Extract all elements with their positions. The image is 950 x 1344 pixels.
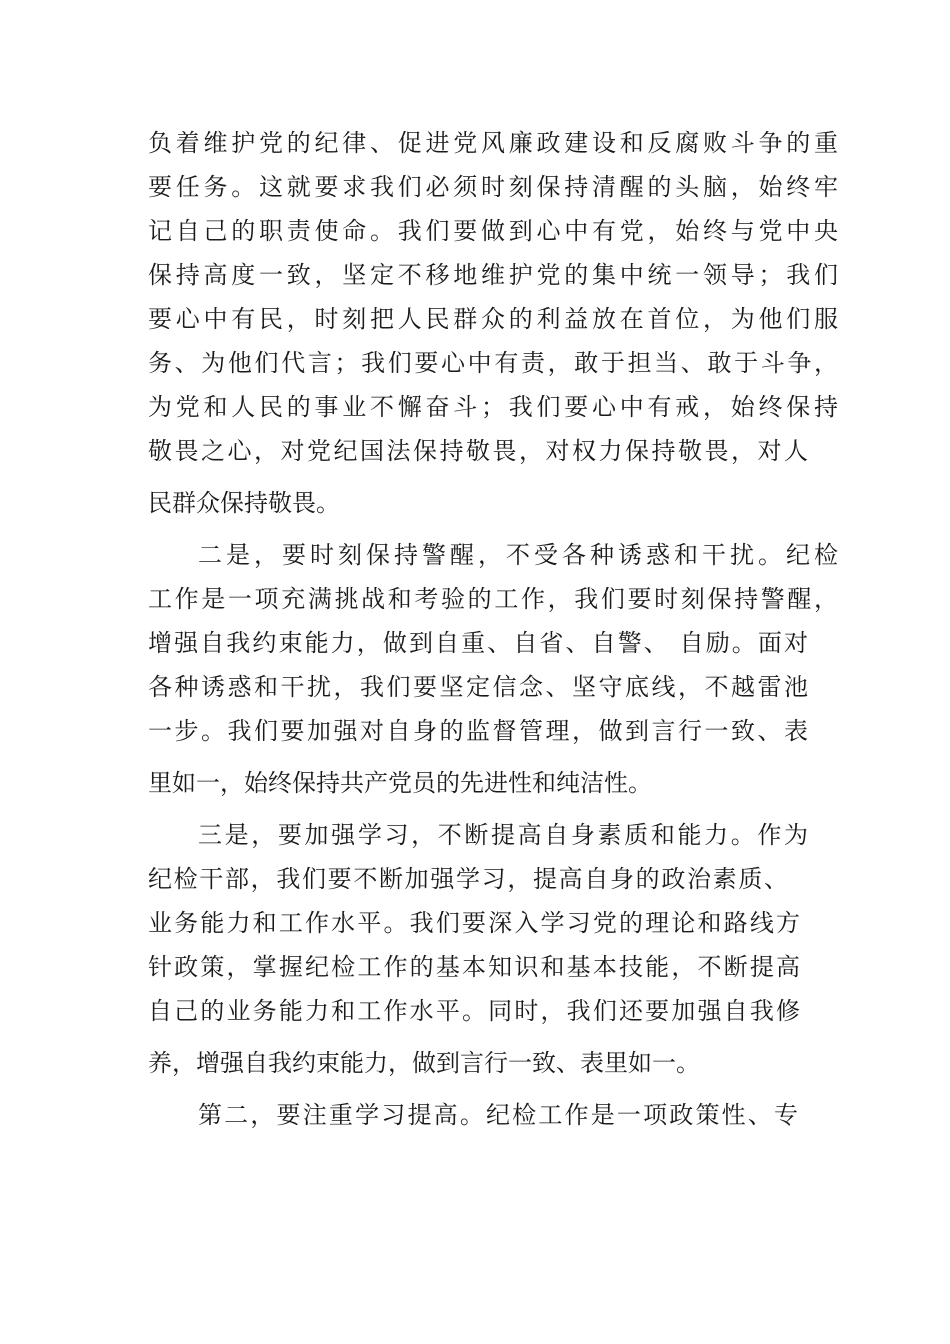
- paragraph-3-line-2: 纪检干部，我们要不断加强学习，提高自身的政治素质、: [148, 865, 788, 893]
- paragraph-1-line-3: 记自己的职责使命。我们要做到心中有党，始终与党中央: [148, 217, 838, 245]
- paragraph-3-line-6: 养，增强自我约束能力，做到言行一致、表里如一。: [148, 1049, 700, 1077]
- paragraph-4-line-1: 第二，要注重学习提高。纪检工作是一项政策性、专: [198, 1101, 798, 1129]
- paragraph-1-line-8: 敬畏之心，对党纪国法保持敬畏，对权力保持敬畏，对人: [148, 437, 808, 465]
- paragraph-2-line-6: 里如一，始终保持共产党员的先进性和纯洁性。: [148, 769, 652, 797]
- paragraph-1-line-2: 要任务。这就要求我们必须时刻保持清醒的头脑，始终牢: [148, 173, 838, 201]
- paragraph-3-line-1: 三是，要加强学习，不断提高自身素质和能力。作为: [198, 821, 808, 849]
- paragraph-2-line-1: 二是，要时刻保持警醒，不受各种诱惑和干扰。纪检: [198, 541, 838, 569]
- paragraph-3-line-5: 自己的业务能力和工作水平。同时，我们还要加强自我修: [148, 997, 800, 1025]
- paragraph-2-line-5: 一步。我们要加强对自身的监督管理，做到言行一致、表: [148, 717, 808, 745]
- paragraph-2-line-2: 工作是一项充满挑战和考验的工作，我们要时刻保持警醒，: [148, 585, 838, 613]
- paragraph-1-line-6: 务、为他们代言；我们要心中有责，敢于担当、敢于斗争，: [148, 349, 838, 377]
- paragraph-2-line-3: 增强自我约束能力，做到自重、自省、自警、 自励。面对: [148, 629, 808, 657]
- paragraph-1-line-4: 保持高度一致，坚定不移地维护党的集中统一领导；我们: [148, 261, 838, 289]
- paragraph-3-line-3: 业务能力和工作水平。我们要深入学习党的理论和路线方: [148, 909, 800, 937]
- paragraph-1-line-1: 负着维护党的纪律、促进党风廉政建设和反腐败斗争的重: [148, 129, 838, 157]
- paragraph-1-line-9: 民群众保持敬畏。: [148, 489, 340, 517]
- paragraph-3-line-4: 针政策，掌握纪检工作的基本知识和基本技能，不断提高: [148, 953, 800, 981]
- paragraph-1-line-5: 要心中有民，时刻把人民群众的利益放在首位，为他们服: [148, 305, 838, 333]
- paragraph-2-line-4: 各种诱惑和干扰，我们要坚定信念、坚守底线，不越雷池: [148, 673, 808, 701]
- paragraph-1-line-7: 为党和人民的事业不懈奋斗；我们要心中有戒，始终保持: [148, 393, 838, 421]
